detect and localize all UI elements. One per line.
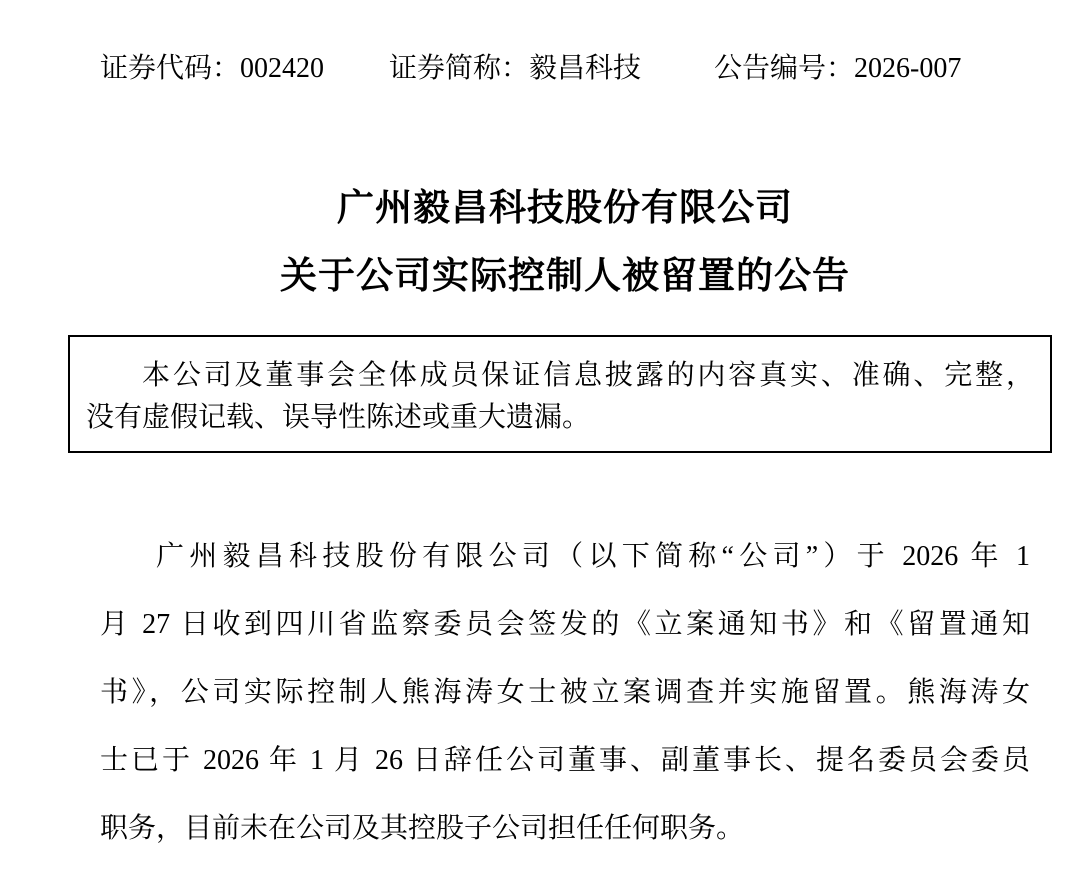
body-line: 士已于 2026 年 1 月 26 日辞任公司董事、副董事长、提名委员会委员 [100,745,1030,776]
stock-code: 证券代码：002420 [100,53,325,84]
body-line: 书》，公司实际控制人熊海涛女士被立案调查并实施留置。熊海涛女 [100,677,1030,708]
announcement-body-paragraph [100,523,1030,863]
disclaimer-line: 没有虚假记载、误导性陈述或重大遗漏。 [86,402,591,433]
stock-short-name: 证券简称：毅昌科技 [389,53,642,84]
disclaimer-line: 本公司及董事会全体成员保证信息披露的内容真实、准确、完整， [142,360,1034,391]
body-line: 月 27 日收到四川省监察委员会签发的《立案通知书》和《留置通知 [100,609,1030,640]
company-name-title: 广州毅昌科技股份有限公司 [337,187,793,228]
securities-header-line [100,51,961,87]
announcement-title: 关于公司实际控制人被留置的公告 [280,255,850,296]
disclaimer-box [68,335,1052,453]
announcement-number: 公告编号：2026-007 [714,53,962,84]
body-line: 职务，目前未在公司及其控股子公司担任任何职务。 [100,813,745,844]
body-line: 广州毅昌科技股份有限公司（以下简称“公司”）于 2026 年 1 [156,541,1030,572]
